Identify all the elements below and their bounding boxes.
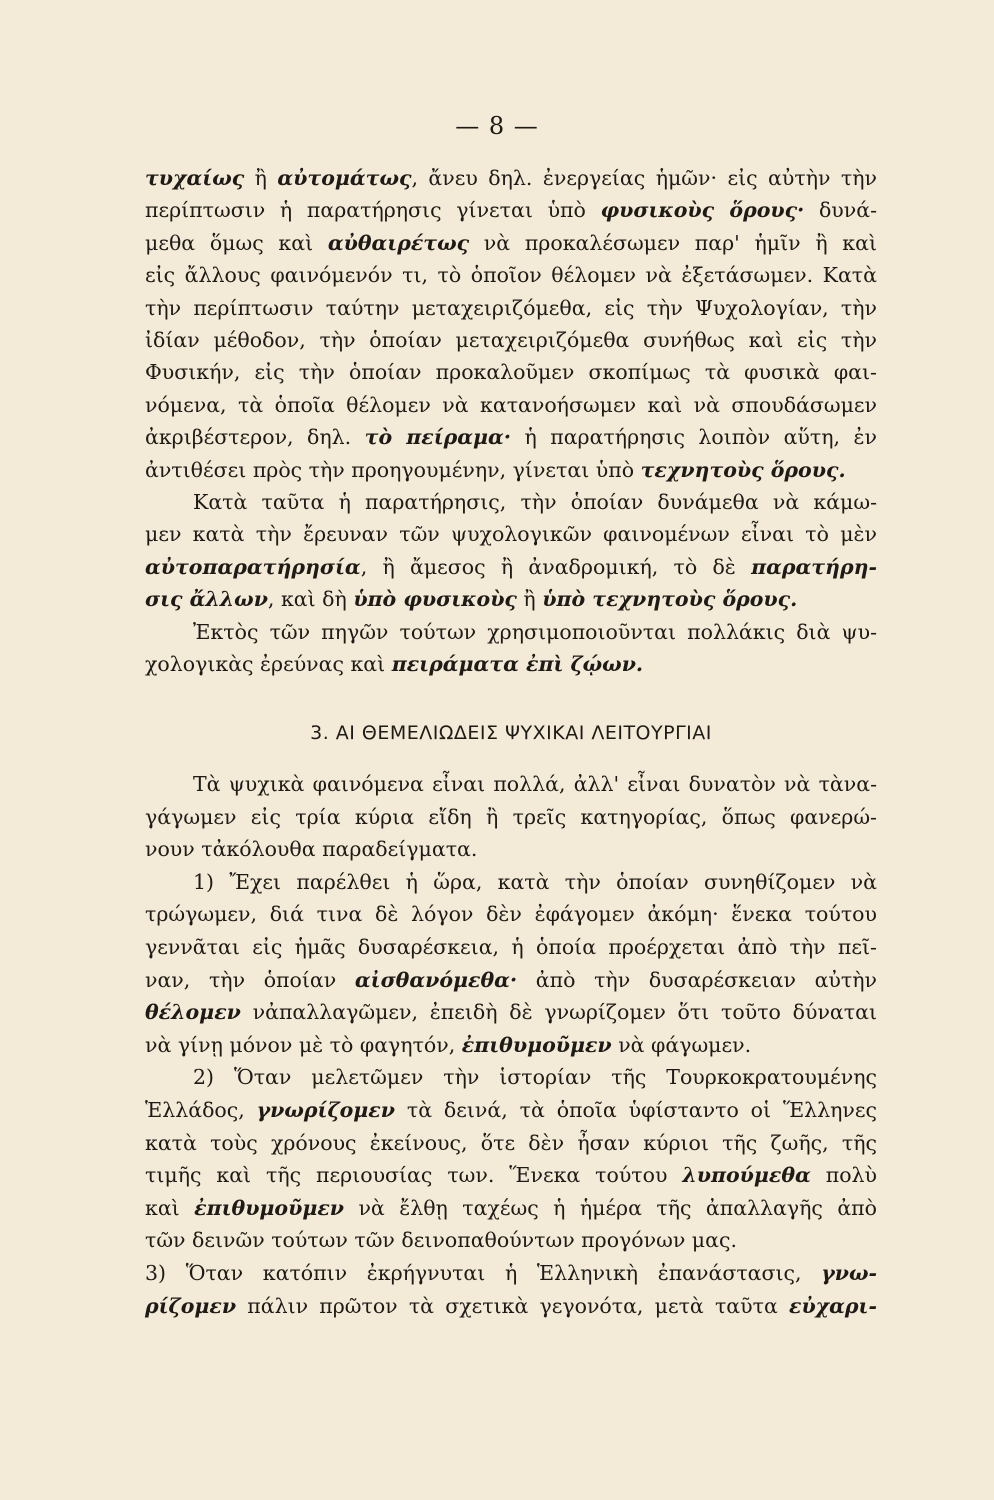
text-run: Φυσικήν, εἰς τὴν ὁποίαν προκαλοῦμεν σκοπίμως τὰ φυσικὰ φαι- — [145, 360, 877, 385]
text-run: τὰ δεινά, τὰ ὁποῖα ὑφίσταντο οἱ Ἕλληνες — [394, 1098, 877, 1122]
text-line — [145, 1257, 877, 1289]
emphasized-text: παρατήρη- — [751, 554, 877, 579]
text-run: εἰς ἄλλους φαινόμενόν τι, τὸ ὁποῖον θέλομεν νὰ ἐξετάσωμεν. Κατὰ — [145, 263, 877, 288]
text-line — [145, 931, 877, 963]
text-run: , ἄνευ δηλ. ἐνεργείας ἡμῶν· εἰς αὐτὴν τὴν — [411, 166, 877, 190]
text-run: 1) Ἔχει παρέλθει ἡ ὥρα, κατὰ τὴν ὁποίαν συνηθίζομεν νὰ — [193, 869, 877, 894]
text-run: νὰ προκαλέσωμεν παρ' ἡμῖν ἢ καὶ — [469, 230, 878, 255]
text-line — [145, 1061, 877, 1093]
page-number: — 8 — — [455, 112, 539, 140]
text-line — [145, 356, 877, 388]
emphasized-text: ἐπιθυμοῦμεν — [461, 1032, 612, 1057]
text-run: ἀπὸ τὴν δυσαρέσκειαν αὐτὴν — [517, 967, 877, 992]
text-line — [145, 801, 877, 833]
text-run: χολογικὰς ἐρεύνας καὶ — [145, 652, 392, 676]
text-run: , καὶ δὴ — [267, 587, 354, 612]
emphasized-text: πειράματα ἐπὶ ζῴων. — [391, 652, 644, 676]
text-run: 3) Ὅταν κατόπιν ἐκρήγνυται ἡ Ἑλληνικὴ ἐπανάστασις, — [145, 1261, 822, 1285]
text-run: νόμενα, τὰ ὁποῖα θέλομεν νὰ κατανοήσωμεν καὶ νὰ σπουδάσωμεν — [145, 392, 877, 417]
text-line — [145, 162, 877, 194]
text-line — [145, 324, 877, 356]
text-line — [145, 1224, 877, 1256]
text-line — [145, 648, 877, 680]
section-heading: 3. ΑΙ ΘΕΜΕΛΙΩΔΕΙΣ ΨΥΧΙΚΑΙ ΛΕΙΤΟΥΡΓΙΑΙ — [310, 722, 712, 744]
text-line — [145, 866, 877, 898]
text-run: δυνά- — [804, 198, 878, 223]
text-line — [145, 389, 877, 421]
text-line — [145, 421, 877, 453]
text-run: μεθα ὅμως καὶ — [145, 230, 328, 255]
emphasized-text: ἐπιθυμοῦμεν — [194, 1195, 345, 1220]
text-run: Κατὰ ταῦτα ἡ παρατήρησις, τὴν ὁποίαν δυνάμεθα νὰ κάμω- — [193, 490, 877, 514]
emphasized-text: τυχαίως — [145, 166, 245, 190]
text-run: καὶ — [145, 1195, 195, 1220]
emphasized-text: αὐτοπαρατήρησία — [145, 554, 361, 579]
text-run: κατὰ τοὺς χρόνους ἐκείνους, ὅτε δὲν ἦσαν κύριοι τῆς ζωῆς, τῆς — [145, 1130, 877, 1155]
text-run: 2) Ὅταν μελετῶμεν τὴν ἱστορίαν τῆς Τουρκοκρατουμένης — [193, 1065, 877, 1090]
emphasized-text: αὐθαιρέτως — [327, 230, 470, 255]
text-line — [145, 1290, 877, 1322]
text-line — [145, 898, 877, 930]
text-run: ἀκριβέστερον, δηλ. — [145, 425, 365, 450]
text-run: τρώγωμεν, διά τινα δὲ λόγον δὲν ἐφάγομεν ἀκόμη· ἕνεκα τούτου — [145, 902, 877, 927]
text-run: νὰ ἔλθῃ ταχέως ἡ ἡμέρα τῆς ἀπαλλαγῆς ἀπὸ — [344, 1195, 877, 1220]
text-line — [145, 227, 877, 259]
text-run: τιμῆς καὶ τῆς περιουσίας των. Ἕνεκα τούτου — [145, 1163, 683, 1188]
text-run: νὰ γίνῃ μόνον μὲ τὸ φαγητόν, — [145, 1032, 462, 1057]
text-line — [145, 292, 877, 324]
text-run: νἀπαλλαγῶμεν, ἐπειδὴ δὲ γνωρίζομεν ὅτι τοῦτο δύναται — [240, 1000, 877, 1025]
text-line — [145, 486, 877, 518]
emphasized-text: τεχνητοὺς ὅρους. — [640, 457, 846, 482]
text-line — [145, 1127, 877, 1159]
text-line — [145, 964, 877, 996]
text-run: νουν τἀκόλουθα παραδείγματα. — [145, 837, 478, 862]
text-line — [145, 551, 877, 583]
text-line — [145, 259, 877, 291]
text-run: ἡ παρατήρησις λοιπὸν αὕτη, ἐν — [510, 425, 877, 450]
text-run: μεν κατὰ τὴν ἔρευναν τῶν ψυχολογικῶν φαινομένων εἶναι τὸ μὲν — [145, 522, 877, 547]
text-run: Ἑλλάδος, — [145, 1098, 257, 1122]
text-line — [145, 583, 877, 615]
text-line — [145, 833, 877, 865]
text-line — [145, 518, 877, 550]
text-line — [145, 1094, 877, 1126]
text-run: ἀντιθέσει πρὸς τὴν προηγουμένην, γίνεται ὑπὸ — [145, 457, 641, 482]
text-run: , ἢ ἄμεσος ἢ ἀναδρομική, τὸ δὲ — [360, 554, 752, 579]
emphasized-text: ὑπὸ φυσικοὺς — [353, 587, 517, 612]
text-run: ναν, τὴν ὁποίαν — [145, 967, 355, 992]
text-run: περίπτωσιν ἡ παρατήρησις γίνεται ὑπὸ — [145, 198, 601, 223]
emphasized-text: γνω- — [821, 1261, 877, 1285]
emphasized-text: γνωρίζομεν — [256, 1098, 395, 1122]
emphasized-text: εὐχαρι- — [788, 1293, 877, 1318]
text-run: πολὺ — [810, 1163, 877, 1188]
emphasized-text: θέλομεν — [145, 1000, 241, 1025]
text-run: ἢ — [516, 587, 543, 612]
text-line — [145, 996, 877, 1028]
text-line — [145, 1192, 877, 1224]
text-line — [145, 1029, 877, 1061]
emphasized-text: αὐτομάτως — [277, 166, 412, 190]
text-run: Ἐκτὸς τῶν πηγῶν τούτων χρησιμοποιοῦνται πολλάκις διὰ ψυ- — [193, 619, 877, 644]
emphasized-text: φυσικοὺς ὅρους· — [600, 198, 805, 223]
emphasized-text: ὑπὸ τεχνητοὺς ὅρους. — [542, 587, 798, 612]
text-line — [145, 616, 877, 648]
text-line — [145, 768, 877, 800]
emphasized-text: σις ἄλλων — [145, 587, 268, 612]
text-run: Τὰ ψυχικὰ φαινόμενα εἶναι πολλά, ἀλλ' εἶναι δυνατὸν νὰ τὰνα- — [193, 772, 877, 796]
text-run: ἢ — [244, 166, 278, 190]
emphasized-text: ρίζομεν — [145, 1293, 237, 1318]
emphasized-text: τὸ πείραμα· — [364, 425, 511, 450]
text-line — [145, 194, 877, 226]
text-run: νὰ φάγωμεν. — [611, 1032, 752, 1057]
emphasized-text: αἰσθανόμεθα· — [354, 967, 518, 992]
text-run: γεννᾶται εἰς ἡμᾶς δυσαρέσκεια, ἡ ὁποία προέρχεται ἀπὸ τὴν πεῖ- — [145, 935, 877, 959]
text-line — [145, 1159, 877, 1191]
text-run: τὴν περίπτωσιν ταύτην μεταχειριζόμεθα, εἰς τὴν Ψυχολογίαν, τὴν — [145, 295, 877, 320]
text-run: τῶν δεινῶν τούτων τῶν δεινοπαθούντων προγόνων μας. — [145, 1228, 737, 1253]
emphasized-text: λυπούμεθα — [682, 1163, 811, 1188]
text-line — [145, 454, 877, 486]
text-run: ἰδίαν μέθοδον, τὴν ὁποίαν μεταχειριζόμεθα συνήθως καὶ εἰς τὴν — [145, 328, 877, 352]
text-run: πάλιν πρῶτον τὰ σχετικὰ γεγονότα, μετὰ ταῦτα — [236, 1293, 789, 1318]
text-run: γάγωμεν εἰς τρία κύρια εἴδη ἢ τρεῖς κατηγορίας, ὅπως φανερώ- — [145, 804, 877, 829]
